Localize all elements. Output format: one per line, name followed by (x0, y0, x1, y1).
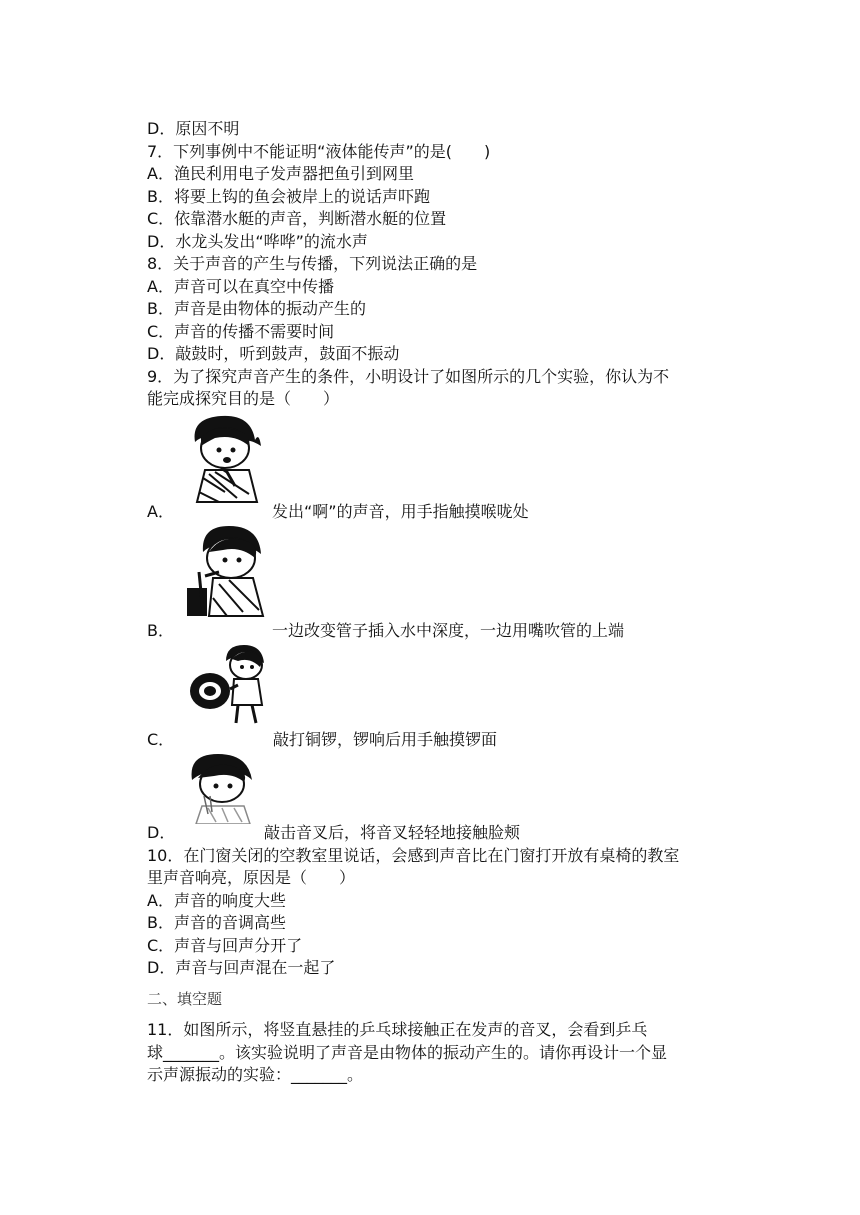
option-9c-letter: C． (147, 730, 175, 749)
option-line: D．水龙头发出“哗哗”的流水声 (147, 232, 368, 251)
option-line: D．声音与回声混在一起了 (147, 958, 336, 977)
option-line: B．声音的音调高些 (147, 913, 286, 932)
option-9d-letter: D． (147, 823, 176, 842)
question-10-cont: 里声音响亮，原因是（ ） (147, 868, 356, 887)
option-line: A．声音可以在真空中传播 (147, 277, 334, 296)
option-9b-text: 一边改变管子插入水中深度，一边用嘴吹管的上端 (272, 621, 625, 640)
option-9a-letter: A． (147, 502, 174, 521)
option-9d-text: 敲击音叉后，将音叉轻轻地接触脸颊 (264, 823, 521, 842)
question-8: 8．关于声音的产生与传播，下列说法正确的是 (147, 254, 478, 273)
option-9b-letter: B． (147, 621, 174, 640)
question-11-cont: 示声源振动的实验：_______。 (147, 1065, 364, 1084)
option-line: D．敲鼓时，听到鼓声，鼓面不振动 (147, 344, 400, 363)
option-9a-text: 发出“啊”的声音，用手指触摸喉咙处 (272, 502, 529, 521)
question-9: 9．为了探究声音产生的条件，小明设计了如图所示的几个实验，你认为不 (147, 367, 670, 386)
question-9-cont: 能完成探究目的是（ ） (147, 389, 340, 408)
section-heading: 二、填空题 (147, 990, 223, 1008)
option-line: A．渔民利用电子发声器把鱼引到网里 (147, 164, 414, 183)
text-line: D．原因不明 (147, 119, 240, 138)
figure-boy-tuning-fork-cheek (186, 750, 266, 824)
option-line: C．声音的传播不需要时间 (147, 322, 335, 341)
figure-boy-touching-throat (185, 412, 267, 504)
option-9c-text: 敲打铜锣，锣响后用手触摸锣面 (273, 730, 498, 749)
option-line: C．依靠潜水艇的声音，判断潜水艇的位置 (147, 209, 447, 228)
figure-boy-hitting-gong (186, 643, 272, 727)
figure-boy-blowing-tube (183, 522, 269, 620)
question-11-cont: 球_______。该实验说明了声音是由物体的振动产生的。请你再设计一个显 (147, 1043, 668, 1062)
question-10: 10．在门窗关闭的空教室里说话，会感到声音比在门窗打开放有桌椅的教室 (147, 846, 680, 865)
question-11: 11．如图所示，将竖直悬挂的乒乓球接触正在发声的音叉，会看到乒乓 (147, 1020, 648, 1039)
option-line: A．声音的响度大些 (147, 891, 286, 910)
option-line: C．声音与回声分开了 (147, 936, 303, 955)
option-line: B．将要上钩的鱼会被岸上的说话声吓跑 (147, 187, 430, 206)
question-7: 7．下列事例中不能证明“液体能传声”的是( ) (147, 142, 491, 161)
option-line: B．声音是由物体的振动产生的 (147, 299, 366, 318)
